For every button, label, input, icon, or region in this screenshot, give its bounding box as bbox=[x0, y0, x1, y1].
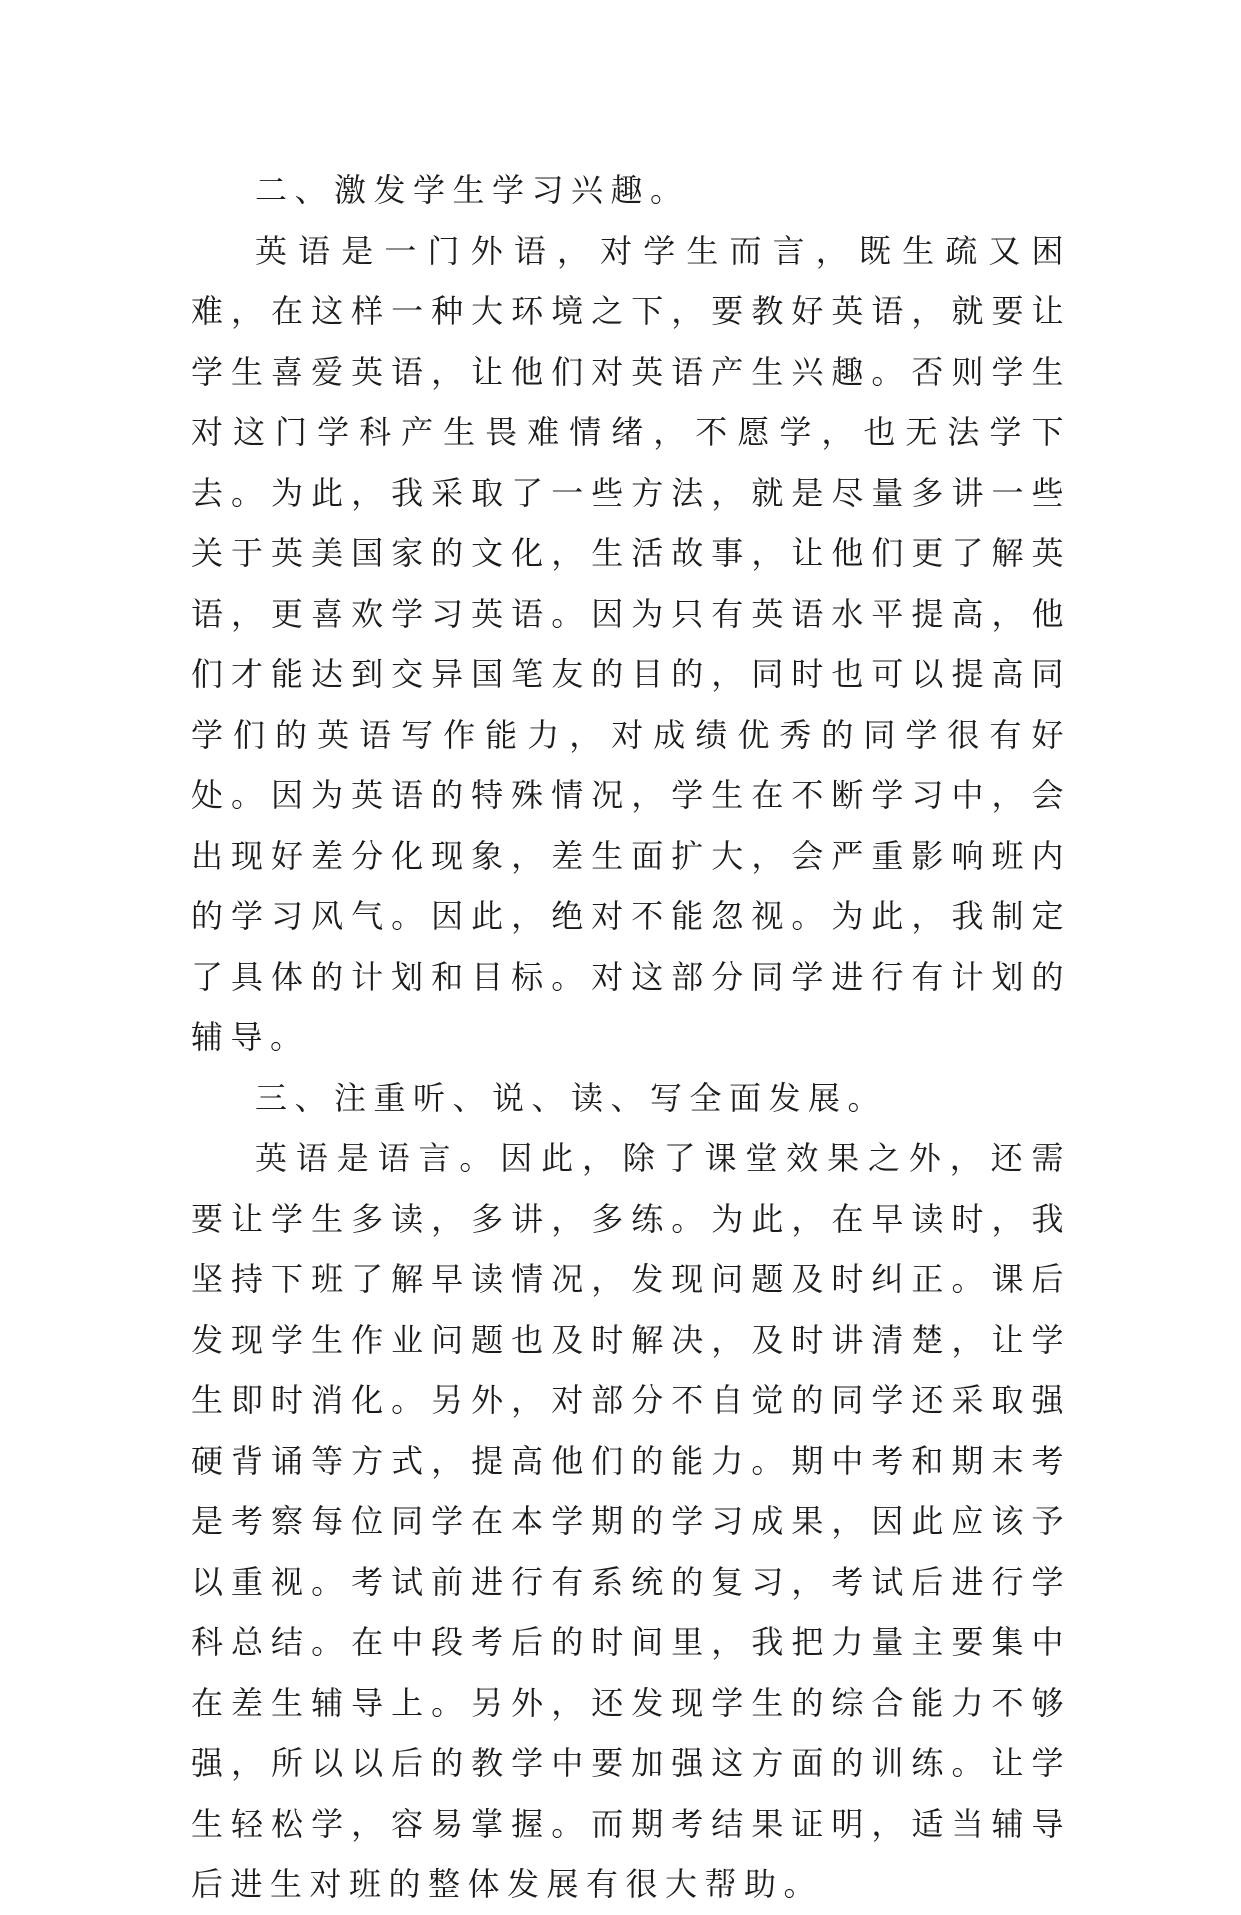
document-body bbox=[191, 160, 1071, 1915]
section-heading-3: 三、注重听、说、读、写全面发展。 bbox=[255, 1078, 888, 1117]
section-paragraph-3: 英语是语言。因此，除了课堂效果之外，还需要让学生多读，多讲，多练。为此，在早读时，我坚持下班了解早读情况，发现问题及时纠正。课后发现学生作业问题也及时解决，及时讲清楚，让学生即时消化。另外，对部分不自觉的同学还采取强硬背诵等方式，提高他们的能力。期中考和期末考是考察每位同学在本学期的学习成果，因此应该予以重视。考试前进行有系统的复习，考试后进行学科总结。在中段考后的时间里，我把力量主要集中在差生辅导上。另外，还发现学生的综合能力不够强，所以以后的教学中要加强这方面的训练。让学生轻松学，容易掌握。而期考结果证明，适当辅导后进生对班的整体发展有很大帮助。 bbox=[191, 1139, 1071, 1903]
section-heading-2: 二、激发学生学习兴趣。 bbox=[255, 171, 690, 209]
section-paragraph-2: 英语是一门外语，对学生而言，既生疏又困难，在这样一种大环境之下，要教好英语，就要让学生喜爱英语，让他们对英语产生兴趣。否则学生对这门学科产生畏难情绪，不愿学，也无法学下去。为此，我采取了一些方法，就是尽量多讲一些关于英美国家的文化，生活故事，让他们更了解英语，更喜欢学习英语。因为只有英语水平提高，他们才能达到交异国笔友的目的，同时也可以提高同学们的英语写作能力，对成绩优秀的同学很有好处。因为英语的特殊情况，学生在不断学习中，会出现好差分化现象，差生面扩大，会严重影响班内的学习风气。因此，绝对不能忽视。为此，我制定了具体的计划和目标。对这部分同学进行有计划的辅导。 bbox=[191, 231, 1071, 1056]
